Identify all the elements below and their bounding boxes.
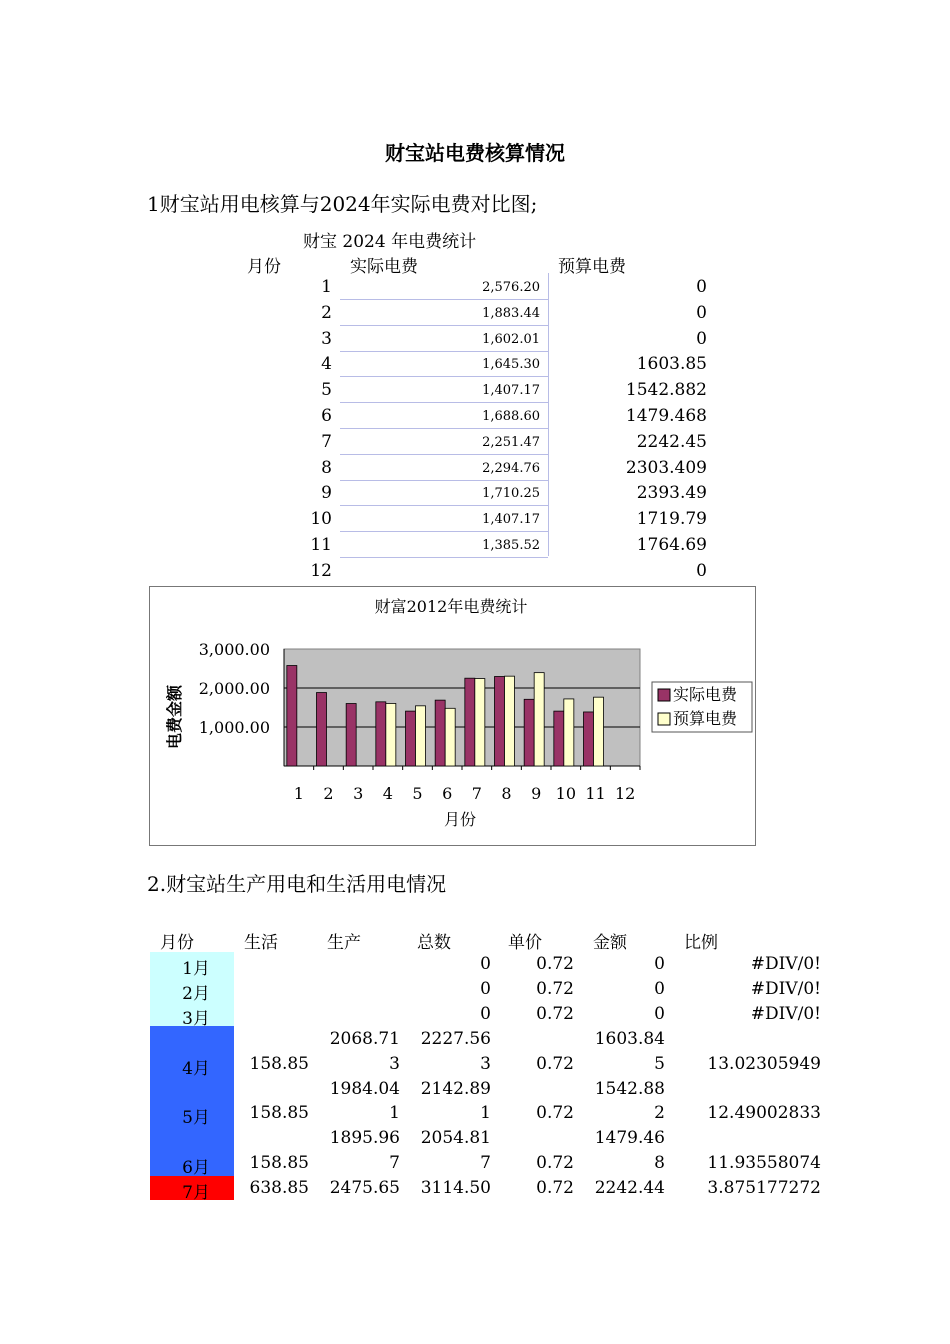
legend	[652, 682, 752, 732]
x-tick-label-2: 2	[323, 784, 334, 803]
t2-life-9: 638.85	[249, 1178, 309, 1199]
t1-actual-2: 1,883.44	[482, 305, 540, 321]
t2-prod-9: 2475.65	[329, 1178, 400, 1199]
bar-actual-11	[584, 712, 594, 766]
x-tick-label-9: 9	[531, 784, 542, 803]
header-month: 月份	[247, 257, 281, 277]
t1-month-9: 9	[321, 483, 332, 504]
chart-container	[149, 586, 756, 846]
t1-row-line	[340, 402, 548, 403]
x-tick-label-8: 8	[501, 784, 512, 803]
bar-chart	[150, 587, 755, 845]
t2-amount-7: 1479.46	[594, 1128, 665, 1149]
t1-month-7: 7	[321, 431, 332, 452]
t2-total-6: 1	[480, 1103, 491, 1124]
section-2-title: 2.财宝站生产用电和生活用电情况	[147, 872, 447, 896]
t2-price-1: 0.72	[536, 978, 574, 999]
t2-month-0: 1月	[182, 959, 210, 979]
bar-budget-5	[416, 706, 426, 766]
t1-actual-11: 1,385.52	[482, 538, 540, 553]
bar-actual-6	[435, 700, 445, 766]
header-budget: 预算电费	[558, 257, 626, 277]
t2-amount-2: 0	[654, 1003, 665, 1024]
t1-row-line	[340, 557, 548, 558]
t2-header-1: 生活	[244, 933, 278, 953]
t1-budget-2: 0	[696, 302, 707, 323]
legend-swatch-actual	[658, 689, 670, 701]
t2-ratio-0: #DIV/0!	[750, 954, 821, 974]
t2-amount-9: 2242.44	[594, 1178, 665, 1199]
t2-prod-8: 7	[389, 1153, 400, 1174]
bar-actual-5	[406, 711, 416, 766]
t2-price-6: 0.72	[536, 1103, 574, 1124]
y-axis-label: 电费金额	[165, 684, 184, 750]
x-tick-label-3: 3	[353, 784, 364, 803]
t2-amount-5: 1542.88	[594, 1078, 665, 1099]
t2-month-8: 6月	[182, 1158, 210, 1179]
t1-row-line	[340, 480, 548, 481]
bar-actual-7	[465, 678, 475, 766]
bar-budget-8	[505, 676, 515, 766]
t2-total-5: 2142.89	[420, 1078, 491, 1099]
t2-ratio-2: #DIV/0!	[750, 1003, 821, 1024]
t1-month-3: 3	[321, 328, 332, 349]
t2-price-2: 0.72	[536, 1003, 574, 1024]
legend-swatch-budget	[658, 713, 670, 725]
section-1-title: 1财宝站用电核算与2024年实际电费对比图;	[147, 192, 538, 216]
bar-actual-8	[495, 677, 505, 766]
bar-budget-6	[445, 708, 455, 766]
t1-actual-8: 2,294.76	[482, 460, 540, 476]
legend-label-budget: 预算电费	[673, 709, 738, 728]
page-title: 财宝站电费核算情况	[385, 141, 565, 165]
t2-ratio-8: 11.93558074	[707, 1153, 821, 1174]
t1-month-12: 12	[310, 560, 332, 581]
t2-price-0: 0.72	[536, 954, 574, 974]
t1-month-5: 5	[321, 380, 332, 401]
t1-budget-8: 2303.409	[625, 457, 707, 478]
t2-total-9: 3114.50	[420, 1178, 491, 1199]
t2-month-6: 5月	[182, 1108, 210, 1129]
t2-total-3: 2227.56	[420, 1028, 491, 1049]
t1-row-line	[340, 299, 548, 300]
x-tick-label-5: 5	[412, 784, 423, 803]
t2-total-8: 7	[480, 1153, 491, 1174]
t2-amount-1: 0	[654, 978, 665, 999]
t2-month-9: 7月	[182, 1183, 210, 1204]
chart-title: 财富2012年电费统计	[374, 597, 528, 616]
t1-row-line	[340, 454, 548, 455]
bar-actual-4	[376, 702, 386, 766]
t2-total-4: 3	[480, 1053, 491, 1074]
t2-header-2: 生产	[327, 933, 361, 953]
t2-month-4: 4月	[182, 1058, 210, 1079]
y-tick-label: 3,000.00	[198, 640, 270, 659]
t2-header-5: 金额	[593, 933, 627, 953]
t2-ratio-9: 3.875177272	[707, 1178, 821, 1199]
t2-header-3: 总数	[417, 933, 451, 953]
x-tick-label-12: 12	[614, 784, 636, 803]
legend-label-actual: 实际电费	[673, 685, 738, 704]
t2-price-8: 0.72	[536, 1153, 574, 1174]
bar-budget-9	[534, 673, 544, 766]
x-tick-label-1: 1	[293, 784, 304, 803]
t1-budget-5: 1542.882	[625, 380, 707, 401]
header-actual: 实际电费	[350, 257, 418, 277]
t1-budget-7: 2242.45	[636, 431, 707, 452]
t2-price-9: 0.72	[536, 1178, 574, 1199]
t1-month-8: 8	[321, 457, 332, 478]
t1-budget-9: 2393.49	[636, 483, 707, 504]
x-tick-label-4: 4	[382, 784, 393, 803]
t2-total-1: 0	[480, 978, 491, 999]
bar-actual-9	[524, 699, 534, 766]
t1-month-6: 6	[321, 406, 332, 426]
t1-row-line	[340, 531, 548, 532]
t2-amount-0: 0	[654, 954, 665, 974]
t2-prod-4: 3	[389, 1053, 400, 1074]
t1-budget-10: 1719.79	[636, 509, 707, 530]
t2-month-2: 3月	[182, 1008, 210, 1029]
t1-month-10: 10	[310, 509, 332, 530]
t2-life-8: 158.85	[249, 1153, 309, 1174]
t2-life-4: 158.85	[249, 1053, 309, 1074]
t1-actual-4: 1,645.30	[482, 357, 540, 373]
t2-amount-3: 1603.84	[594, 1028, 665, 1049]
t2-header-6: 比例	[684, 933, 718, 953]
t2-header-4: 单价	[508, 933, 542, 953]
t1-actual-6: 1,688.60	[482, 409, 540, 424]
bar-actual-2	[317, 693, 327, 766]
bar-budget-4	[386, 703, 396, 766]
t1-month-4: 4	[321, 354, 332, 375]
bar-actual-1	[287, 666, 297, 766]
y-tick-label: 2,000.00	[198, 679, 270, 698]
bar-budget-10	[564, 699, 574, 766]
bar-budget-11	[594, 697, 604, 766]
t2-total-0: 0	[480, 954, 491, 974]
table-1-border	[548, 273, 549, 556]
t1-budget-3: 0	[696, 328, 707, 349]
t2-ratio-4: 13.02305949	[707, 1053, 821, 1074]
t2-month-1: 2月	[182, 983, 210, 1004]
t1-budget-4: 1603.85	[636, 354, 707, 375]
t2-prod-7: 1895.96	[329, 1128, 400, 1149]
t2-total-7: 2054.81	[420, 1128, 491, 1149]
t2-prod-6: 1	[389, 1103, 400, 1124]
t1-budget-6: 1479.468	[625, 406, 707, 426]
t2-header-0: 月份	[160, 933, 194, 953]
t1-actual-1: 2,576.20	[482, 280, 540, 295]
t1-budget-11: 1764.69	[636, 535, 707, 555]
t1-budget-1: 0	[696, 277, 707, 297]
x-tick-label-6: 6	[442, 784, 453, 803]
t1-actual-5: 1,407.17	[482, 383, 540, 399]
t1-month-11: 11	[310, 535, 332, 555]
t2-ratio-6: 12.49002833	[707, 1103, 821, 1124]
t2-amount-6: 2	[654, 1103, 665, 1124]
t1-budget-12: 0	[696, 560, 707, 581]
y-tick-label: 1,000.00	[198, 718, 270, 737]
t1-actual-7: 2,251.47	[482, 434, 540, 450]
t1-row-line	[340, 351, 548, 352]
x-tick-label-10: 10	[555, 784, 577, 803]
t1-row-line	[340, 428, 548, 429]
t2-amount-8: 8	[654, 1153, 665, 1174]
t1-actual-9: 1,710.25	[482, 486, 540, 502]
x-axis-label: 月份	[443, 810, 477, 829]
t1-actual-3: 1,602.01	[482, 331, 540, 347]
bar-actual-10	[554, 711, 564, 766]
x-tick-label-11: 11	[585, 784, 606, 803]
t1-actual-10: 1,407.17	[482, 512, 540, 528]
t1-row-line	[340, 505, 548, 506]
t2-price-4: 0.72	[536, 1053, 574, 1074]
t2-prod-5: 1984.04	[329, 1078, 400, 1099]
t2-total-2: 0	[480, 1003, 491, 1024]
t2-prod-3: 2068.71	[329, 1028, 400, 1049]
t2-amount-4: 5	[654, 1053, 665, 1074]
bar-budget-7	[475, 679, 485, 766]
t2-ratio-1: #DIV/0!	[750, 978, 821, 999]
t1-row-line	[340, 325, 548, 326]
x-tick-label-7: 7	[471, 784, 482, 803]
t1-month-1: 1	[321, 277, 332, 297]
t1-month-2: 2	[321, 302, 332, 323]
table-1-caption: 财宝 2024 年电费统计	[303, 232, 477, 252]
t2-life-6: 158.85	[249, 1103, 309, 1124]
t1-row-line	[340, 376, 548, 377]
bar-actual-3	[346, 704, 356, 766]
